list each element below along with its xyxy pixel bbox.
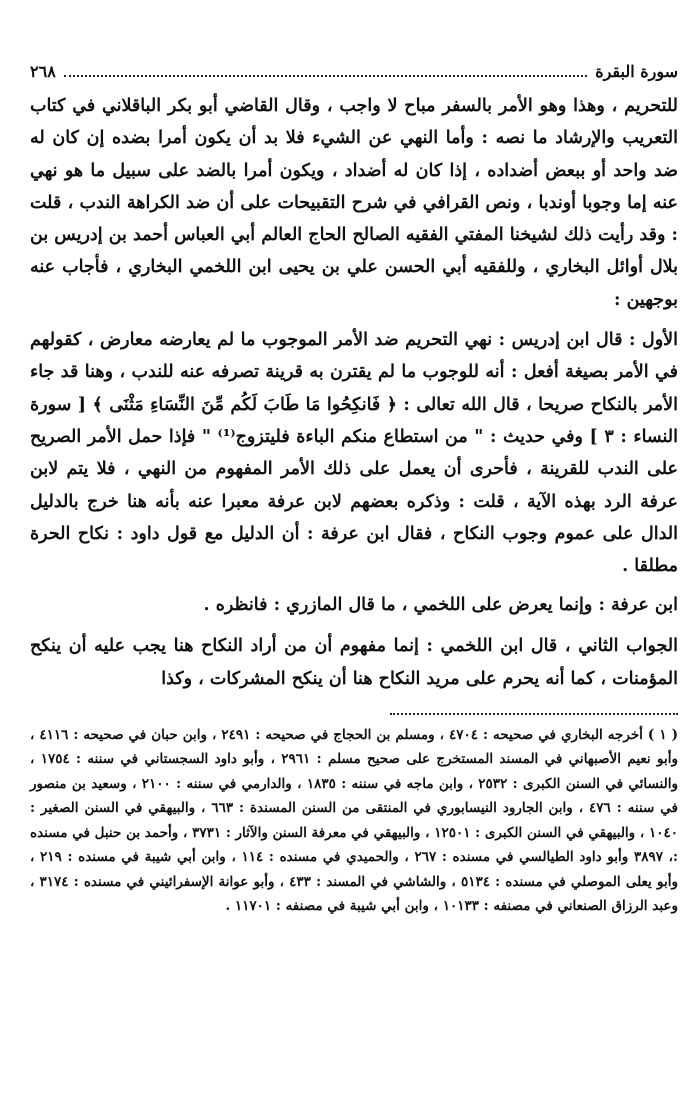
paragraph-2: الأول : قال ابن إدريس : نهي التحريم ضد الأمر الموجوب ما لم يعارضه معارض ، كقولهم في الأمر بصيغة أفعل : أنه للوجوب ما لم يقترن به قرينة تصرفه عنه للندب ، وهنا قد جاء الأمر بالنكاح صريحا ، قال الله تعالى : ﴿ فَانكِحُوا مَا طَابَ لَكُم مِّنَ النِّسَاءِ مَثْنَى ﴾ [ سورة النساء : ٣ ] وفي حديث : " من استطاع منكم الباءة فليتزوج⁽¹⁾ " فإذا حمل الأمر الصريح على الندب للقرينة ، فأحرى أن يعمل على ذلك الأمر المفهوم من النهي ، فلا يتم لابن عرفة الرد بهذه الآية ، قلت : وذكره بعضهم لابن عرفة معبرا عنه بأنه هنا خرج بالدليل الدال على عموم وجوب النكاح ، فقال ابن عرفة : أن الدليل مع قول داود : نكاح الحرة مطلقا . [30,330,678,577]
paragraph-1: للتحريم ، وهذا وهو الأمر بالسفر مباح لا واجب ، وقال القاضي أبو بكر الباقلاني في كتاب التعريب والإرشاد ما نصه : وأما النهي عن الشيء فلا بد أن يكون أمرا بضده إن كان له ضد واحد أو ببعض أضداده ، إذا كان له أضداد ، ويكون أمرا بالضد على سبيل ما هو نهي عنه إما وجوبا أوندبا ، ونص القرافي في شرح التقبيحات على أن ضد الكراهة الندب ، قلت : وقد رأيت ذلك لشيخنا المفتي الفقيه الصالح الحاج العالم أبي العباس أحمد بن إدريس بن بلال أوائل البخاري ، وللفقيه أبي الحسن علي بن يحيى ابن اللخمي البخاري ، فأجاب عنه بوجهين : [30,96,678,310]
page-header [30,58,678,84]
paragraph-3: ابن عرفة : وإنما يعرض على اللخمي ، ما قال المازري : فانظره . [203,595,678,616]
header-dotted-rule [64,65,587,77]
footnote-1: ( ١ ) أخرجه البخاري في صحيحه : ٤٧٠٤ ، ومسلم بن الحجاج في صحيحه : ٢٤٩١ ، وابن حبان في صحيحه : ٤١١٦ ، وأبو نعيم الأصبهاني في المسند المستخرج على صحيح مسلم : ٢٩٦١ ، وأبو داود السجستاني في سننه : ١٧٥٤ ، والنسائي في السنن الكبرى : ٢٥٣٢ ، وابن ماجه في سننه : ١٨٣٥ ، والدارمي في سننه : ٢١٠٠ ، وسعيد بن منصور في سننه : ٤٧٦ ، وابن الجارود النيسابوري في المنتقى من السنن المسندة : ٦٦٣ ، والبيهقي في السنن الصغير : ١٠٤٠ ، والبيهقي في السنن الكبرى : ١٢٥٠١ ، والبيهقي في معرفة السنن والآثار : ٣٧٣١ ، وأحمد بن حنبل في مسنده :، ٣٨٩٧ وأبو داود الطيالسي في مسنده : ٢٦٧ ، والحميدي في مسنده : ١١٤ ، وابن أبي شيبة في مسنده : ٢١٩ ، وأبو يعلى الموصلي في مسنده : ٥١٣٤ ، والشاشي في المسند : ٤٣٣ ، وأبو عوانة الإسفرائيني في مسنده : ٣١٧٤ ، وعبد الرزاق الصنعاني في مصنفه : ١٠١٣٣ ، وابن أبي شيبة في مصنفه : ١١٧٠١ . [30,726,679,915]
footnote-separator [390,713,678,715]
surah-title: سورة البقرة [595,61,678,81]
main-text [30,90,678,695]
book-page [30,58,678,919]
paragraph-4: الجواب الثاني ، قال ابن اللخمي : إنما مفهوم أن من أراد النكاح هنا يجب عليه أن ينكح المؤمنات ، كما أنه يحرم على مريد النكاح هنا أن ينكح المشركات ، وكذا [30,636,678,689]
page-number: ٢٦٨ [30,61,56,81]
